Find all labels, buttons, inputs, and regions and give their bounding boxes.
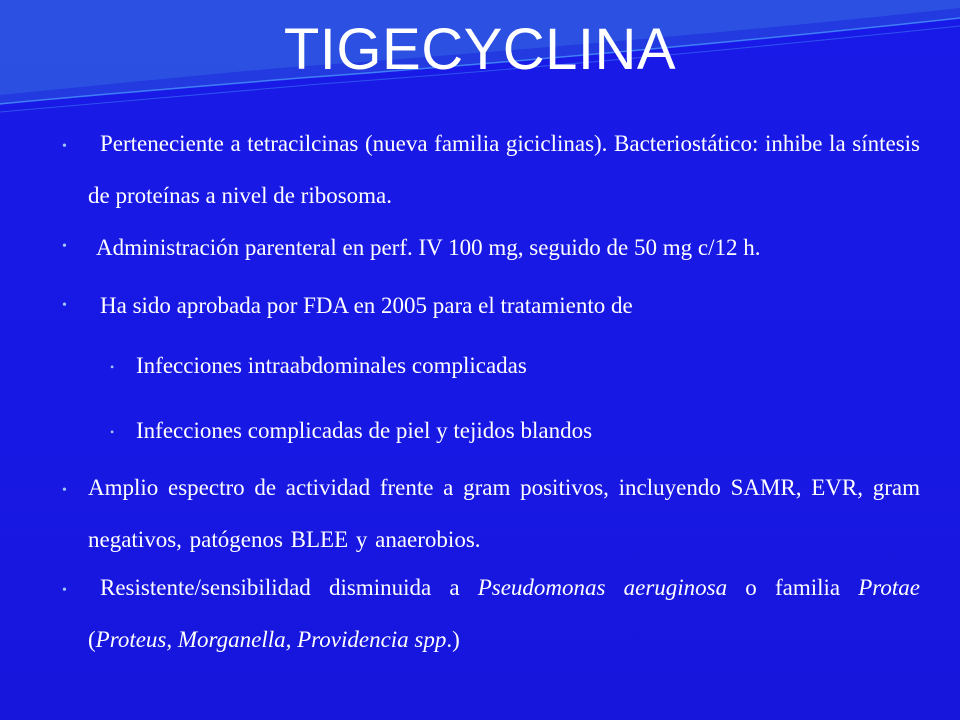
text-segment: .) [446,627,460,652]
bullet-4-text: Amplio espectro de actividad frente a gram positivos, incluyendo SAMR, EVR, gram negativos, patógenos BLEE y anaerobios. [88,475,920,552]
bullet-dot-icon: • [62,583,67,598]
italic-term: Proteus, Morganella, Providencia spp [95,627,447,652]
bullet-dot-icon: • [62,239,67,254]
subbullet-dot-icon: • [110,360,115,374]
bullet-1-text: Perteneciente a tetracilcinas (nueva familia giciclinas). Bacteriostático: inhibe la síntesis de proteínas a nivel de ribosoma. [88,131,920,208]
text-segment: Resistente/sensibilidad disminuida a [100,575,478,600]
bullet-2-text: Administración parenteral en perf. IV 100 mg, seguido de 50 mg c/12 h. [96,235,761,260]
text-segment: o familia [727,575,859,600]
bullet-3-text: Ha sido aprobada por FDA en 2005 para el tratamiento de [100,293,633,318]
italic-term: Protae [858,575,920,600]
italic-term: Pseudomonas aeruginosa [477,575,728,600]
slide-title: TIGECYCLINA [283,17,677,82]
subbullet-2-text: Infecciones complicadas de piel y tejidos blandos [136,418,593,443]
bullet-dot-icon: • [62,139,67,154]
bullet-dot-icon: • [62,483,67,498]
subbullet-dot-icon: • [110,425,115,439]
bullet-5-text [88,562,920,666]
subbullet-1-text: Infecciones intraabdominales complicadas [136,353,527,378]
text-segment: ( [88,627,96,652]
bullet-dot-icon: • [62,298,67,313]
